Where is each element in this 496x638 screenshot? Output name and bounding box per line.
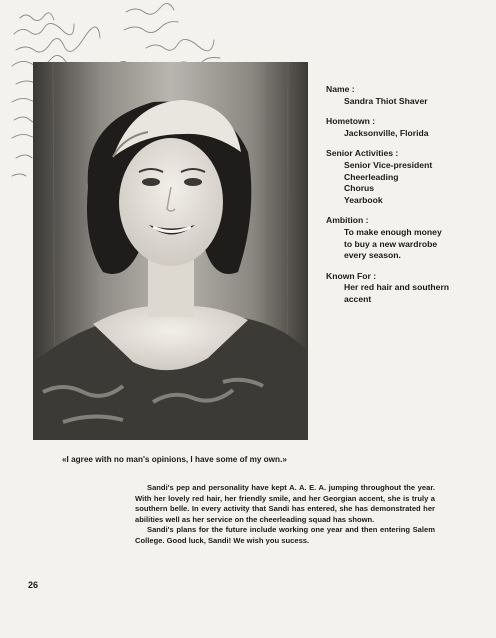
senior-quote: «I agree with no man's opinions, I have some of my own.» bbox=[62, 455, 287, 464]
activities-label: Senior Activities : bbox=[326, 148, 399, 159]
senior-portrait-photo bbox=[33, 62, 308, 440]
activity-item: Cheerleading bbox=[344, 171, 399, 182]
bio-paragraph: Sandi's plans for the future include working one year and then entering Salem College. Good luck, Sandi! We wish you sucess. bbox=[135, 525, 435, 545]
page-number: 26 bbox=[28, 580, 39, 590]
name-label: Name : bbox=[326, 84, 355, 94]
hometown-value: Jacksonville, Florida bbox=[344, 127, 429, 138]
bio-paragraph: Sandi's pep and personality have kept A. A. E. A. jumping throughout the year. With her lovely red hair, her friendly smile, and her Georgian accent, she is truly a southern belle. In every activity that Sandi has entered, she has demonstrated her abilities well as her service on the cheerleading squad has shown. bbox=[135, 483, 435, 524]
ambition-label: Ambition : bbox=[326, 215, 369, 226]
ambition-line: every season. bbox=[344, 250, 401, 261]
known-for-label: Known For : bbox=[326, 270, 377, 281]
senior-info-panel bbox=[326, 84, 486, 306]
name-value: Sandra Thiot Shaver bbox=[344, 95, 428, 106]
activity-item: Senior Vice-president bbox=[344, 159, 433, 170]
ambition-line: To make enough money bbox=[344, 226, 442, 237]
hometown-label: Hometown : bbox=[326, 116, 376, 127]
biography bbox=[135, 483, 435, 547]
ambition-line: to buy a new wardrobe bbox=[344, 238, 438, 249]
known-for-line: accent bbox=[344, 293, 372, 304]
known-for-line: Her red hair and southern bbox=[344, 282, 450, 293]
activity-item: Yearbook bbox=[344, 194, 383, 205]
activity-item: Chorus bbox=[344, 183, 375, 194]
